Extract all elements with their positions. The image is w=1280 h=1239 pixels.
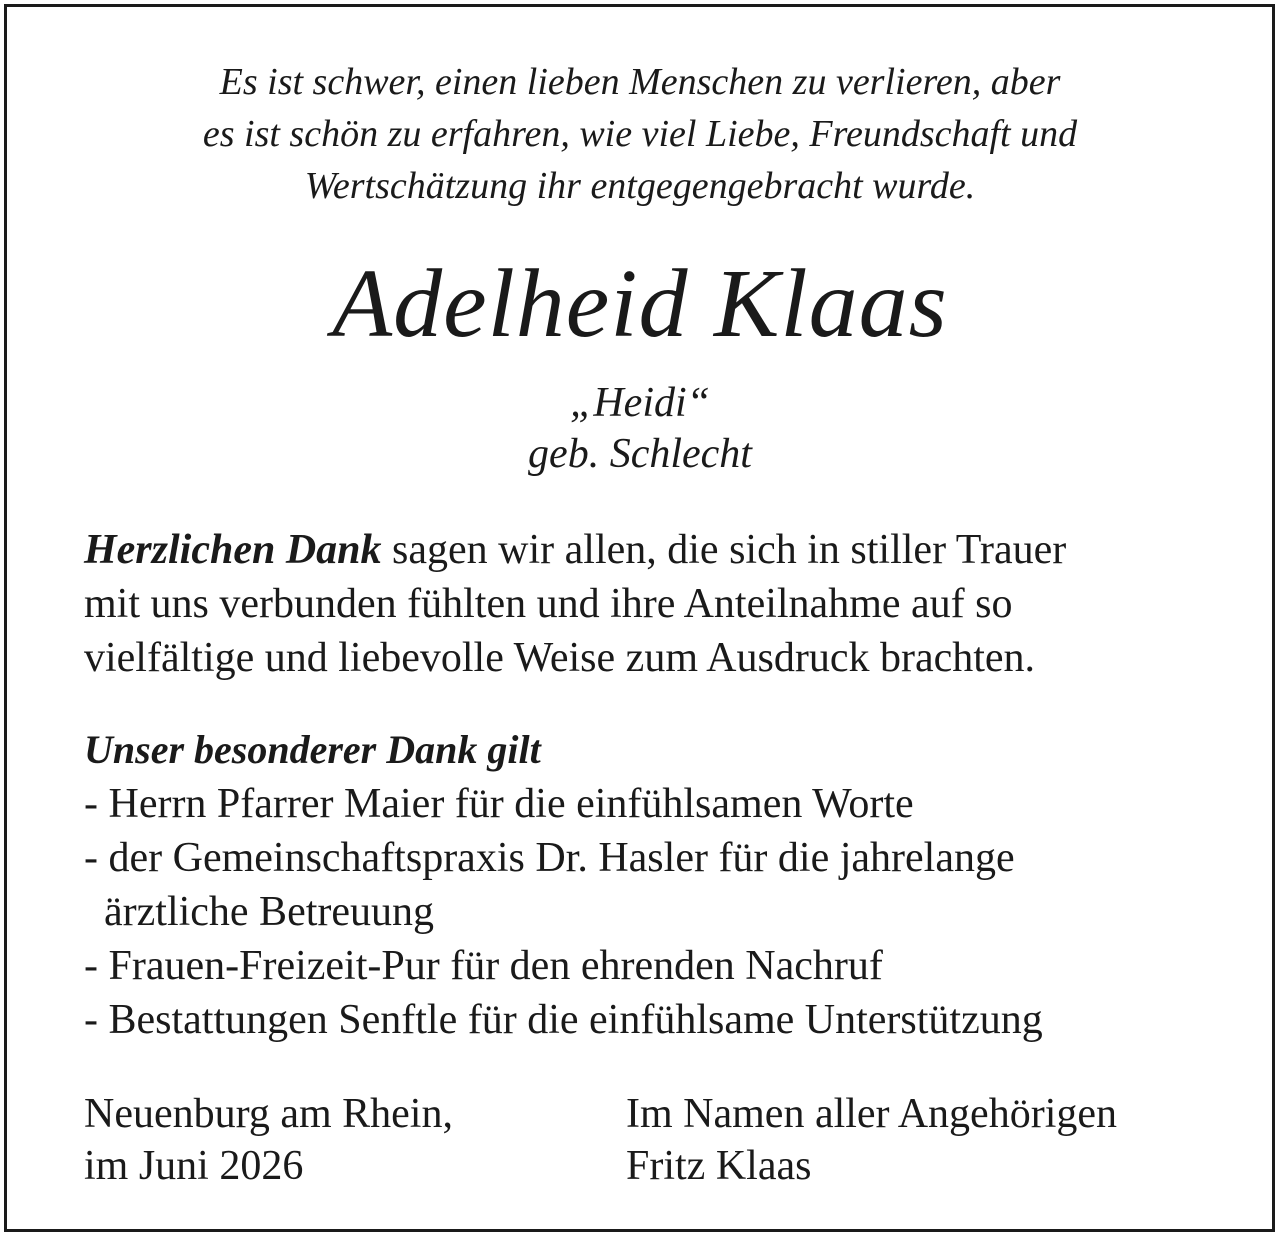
quote-line-2: es ist schön zu erfahren, wie viel Liebe, Freundschaft und bbox=[202, 113, 1078, 155]
deceased-name: Adelheid Klaas bbox=[332, 250, 948, 358]
list-item: - Herrn Pfarrer Maier für die einfühlsamen Worte bbox=[84, 781, 914, 827]
special-thanks-list bbox=[84, 777, 1224, 1047]
thanks-line-1-rest: sagen wir allen, die sich in stiller Trauer bbox=[381, 527, 1067, 573]
signatory-name: Fritz Klaas bbox=[626, 1143, 812, 1189]
quote-line-3: Wertschätzung ihr entgegengebracht wurde. bbox=[304, 165, 976, 207]
place-and-date bbox=[84, 1088, 453, 1192]
list-item-continuation: ärztliche Betreuung bbox=[104, 889, 435, 935]
quote-line-1: Es ist schwer, einen lieben Menschen zu verlieren, aber bbox=[219, 61, 1061, 103]
on-behalf-text: Im Namen aller Angehörigen bbox=[626, 1091, 1117, 1137]
thanks-line-2: mit uns verbunden fühlten und ihre Anteilnahme auf so bbox=[84, 581, 1013, 627]
thanks-lead: Herzlichen Dank bbox=[84, 527, 382, 573]
deceased-maiden-name: geb. Schlecht bbox=[528, 431, 752, 477]
deceased-nickname: „Heidi“ bbox=[569, 380, 711, 426]
thanks-line-3: vielfältige und liebevolle Weise zum Ausdruck brachten. bbox=[84, 635, 1036, 681]
date: im Juni 2026 bbox=[84, 1143, 304, 1189]
place: Neuenburg am Rhein, bbox=[84, 1091, 453, 1137]
list-item: - der Gemeinschaftspraxis Dr. Hasler für die jahrelange bbox=[84, 835, 1015, 881]
signature-block bbox=[626, 1088, 1117, 1192]
list-item: - Frauen-Freizeit-Pur für den ehrenden Nachruf bbox=[84, 943, 883, 989]
opening-quote bbox=[0, 56, 1280, 212]
special-thanks-heading: Unser besonderer Dank gilt bbox=[84, 727, 541, 772]
list-item: - Bestattungen Senftle für die einfühlsame Unterstützung bbox=[84, 997, 1043, 1043]
thanks-paragraph bbox=[84, 523, 1224, 685]
thanks-line-1 bbox=[84, 523, 1224, 577]
